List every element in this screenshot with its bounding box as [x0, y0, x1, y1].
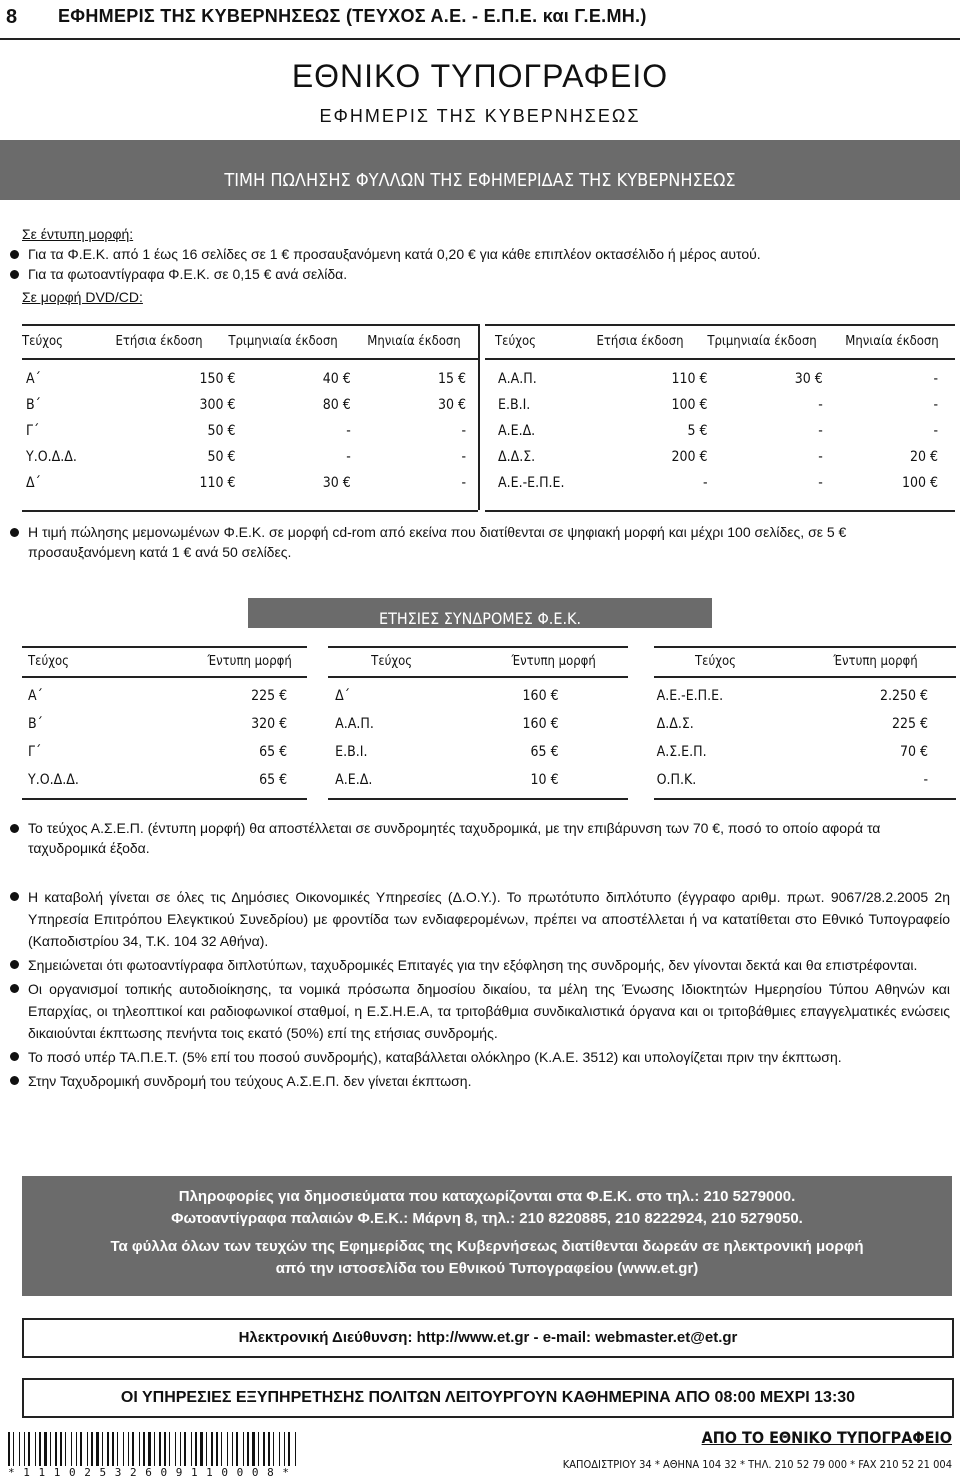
- table-cell: Γ΄: [28, 744, 42, 760]
- table-cell: 100 €: [901, 475, 938, 491]
- col-header: Έντυπη μορφή: [511, 654, 596, 669]
- barcode-bar: [263, 1432, 265, 1466]
- barcode-bar: [284, 1432, 285, 1466]
- info-line: Τα φύλλα όλων των τευχών της Εφημερίδας της Κυβερνήσεως διατίθενται δωρεάν σε ηλεκτρονική μορφή: [110, 1238, 864, 1255]
- table-cell: Υ.Ο.Δ.Δ.: [26, 449, 77, 465]
- barcode-bar: [35, 1432, 36, 1466]
- table-row: [28, 710, 928, 738]
- barcode-bar: [247, 1432, 249, 1466]
- table-cell: -: [461, 449, 466, 465]
- table-cell: -: [346, 423, 351, 439]
- table-cell: 110 €: [199, 475, 236, 491]
- table-cell: 80 €: [322, 397, 351, 413]
- subscriptions-banner-text: ΕΤΗΣΙΕΣ ΣΥΝΔΡΟΜΕΣ Φ.Ε.Κ.: [378, 609, 582, 628]
- barcode-bar: [227, 1432, 228, 1466]
- dvd-header-left: [22, 334, 478, 349]
- table-row: [26, 444, 466, 470]
- col-header: Έντυπη μορφή: [207, 654, 292, 669]
- barcode-bar: [117, 1432, 118, 1466]
- print-heading: Σε έντυπη μορφή:: [22, 226, 134, 242]
- col-header: Τεύχος: [371, 654, 413, 669]
- table-cell: 160 €: [522, 716, 559, 732]
- table-cell: 15 €: [437, 371, 466, 387]
- table-cell: 300 €: [199, 397, 236, 413]
- table-cell: Α.Σ.Ε.Π.: [656, 744, 707, 760]
- table-cell: 110 €: [671, 371, 708, 387]
- barcode-bar: [191, 1432, 192, 1466]
- barcode-bar: [143, 1432, 145, 1466]
- print-list: [22, 244, 952, 284]
- col-header: Τεύχος: [22, 334, 63, 349]
- table-cell: Ε.Β.Ι.: [498, 397, 531, 413]
- table-cell: -: [923, 772, 928, 788]
- org-subtitle: ΕΦΗΜΕΡΙΣ ΤΗΣ ΚΥΒΕΡΝΗΣΕΩΣ: [319, 106, 641, 126]
- info-line: Πληροφορίες για δημοσιεύματα που καταχωρίζονται στα Φ.Ε.Κ. στο τηλ.: 210 5279000.: [178, 1188, 796, 1205]
- table-cell: Υ.Ο.Δ.Δ.: [28, 772, 79, 788]
- table-row: [28, 682, 928, 710]
- dvd-heading: Σε μορφή DVD/CD:: [22, 289, 143, 305]
- table-cell: -: [702, 475, 708, 491]
- table-cell: Α.Α.Π.: [498, 371, 537, 387]
- barcode-bar: [8, 1432, 10, 1466]
- col-header: Τριμηνιαία έκδοση: [707, 334, 817, 349]
- header-rule: [0, 38, 960, 40]
- table-cell: 2.250 €: [879, 688, 928, 704]
- table-cell: -: [933, 397, 938, 413]
- table-row: [498, 470, 938, 496]
- barcode: [8, 1432, 308, 1468]
- table-cell: 150 €: [199, 371, 236, 387]
- table-cell: -: [933, 423, 938, 439]
- barcode-bar: [39, 1432, 41, 1466]
- table-cell: -: [818, 475, 823, 491]
- print-item: Για τα φωτοαντίγραφα Φ.Ε.Κ. σε 0,15 € ανά σελίδα.: [6, 264, 952, 284]
- info-line: Φωτοαντίγραφα παλαιών Φ.Ε.Κ.: Μάρνη 8, τηλ.: 210 8220885, 210 8222924, 210 5279050.: [171, 1210, 803, 1227]
- barcode-bar: [211, 1432, 213, 1466]
- table-cell: Δ.Δ.Σ.: [656, 716, 694, 732]
- table-cell: -: [933, 371, 938, 387]
- web-address: Ηλεκτρονική Διεύθυνση: http://www.et.gr - e-mail: webmaster.et@et.gr: [238, 1329, 738, 1346]
- barcode-bar: [169, 1432, 170, 1466]
- col-header: Τριμηνιαία έκδοση: [228, 334, 338, 349]
- note-item: Σημειώνεται ότι φωτοαντίγραφα διπλοτύπων, ταχυδρομικές Επιταγές για την εξόφληση της συνδρομής, δεν γίνονται δεκτά και θα επιστρέφονται.: [6, 954, 950, 976]
- table-cell: Δ΄: [26, 475, 41, 491]
- subscriptions-table: [28, 682, 928, 794]
- barcode-bar: [71, 1432, 72, 1466]
- barcode-bar: [154, 1432, 155, 1466]
- dvd-note-list: [6, 522, 950, 562]
- barcode-bar: [148, 1432, 151, 1466]
- barcode-bar: [24, 1432, 25, 1466]
- table-cell: 160 €: [522, 688, 559, 704]
- barcode-bar: [80, 1432, 82, 1466]
- table-cell: 225 €: [251, 688, 288, 704]
- page-number: 8: [6, 6, 18, 28]
- barcode-bar: [195, 1432, 197, 1466]
- table-cell: 65 €: [259, 772, 288, 788]
- subscriptions-note: Το τεύχος Α.Σ.Ε.Π. (έντυπη μορφή) θα αποστέλλεται σε συνδρομητές ταχυδρομικά, με την επιβάρυνση των 70 €, ποσό το οποίο αφορά τα ταχυδρομικά έξοδα.: [6, 818, 950, 858]
- barcode-bar: [139, 1432, 140, 1466]
- info-box: [22, 1176, 952, 1296]
- table-cell: Ο.Π.Κ.: [656, 772, 697, 788]
- table-cell: -: [818, 423, 823, 439]
- table-cell: 225 €: [891, 716, 928, 732]
- barcode-digits: * 1 1 1 0 2 5 3 2 6 0 9 1 1 0 0 0 8 *: [8, 1466, 291, 1479]
- col-header: Τεύχος: [495, 334, 536, 349]
- table-cell: Α.Ε.-Ε.Π.Ε.: [498, 475, 565, 491]
- table-cell: 70 €: [899, 744, 928, 760]
- table-cell: 30 €: [437, 397, 466, 413]
- barcode-bar: [243, 1432, 244, 1466]
- col-header: Έντυπη μορφή: [833, 654, 918, 669]
- barcode-bar: [87, 1432, 88, 1466]
- hours-box: [22, 1378, 954, 1418]
- notes-list: [6, 886, 950, 1092]
- table-row: [26, 470, 466, 496]
- barcode-bar: [102, 1432, 103, 1466]
- barcode-bar: [50, 1432, 51, 1466]
- table-cell: 50 €: [207, 449, 236, 465]
- page-header: [0, 4, 960, 38]
- table-cell: 30 €: [794, 371, 823, 387]
- price-banner-text: ΤΙΜΗ ΠΩΛΗΣΗΣ ΦΥΛΛΩΝ ΤΗΣ ΕΦΗΜΕΡΙΔΑΣ ΤΗΣ ΚΥΒΕΡΝΗΣΕΩΣ: [224, 170, 736, 191]
- table-row: [26, 392, 466, 418]
- table-cell: Α.Ε.Δ.: [335, 772, 373, 788]
- table-cell: -: [818, 397, 823, 413]
- barcode-bar: [273, 1432, 274, 1466]
- barcode-bar: [232, 1432, 233, 1466]
- table-row: [498, 444, 938, 470]
- web-box: [22, 1318, 954, 1358]
- print-section: [22, 224, 952, 307]
- subscriptions-header: [22, 654, 956, 669]
- table-cell: 320 €: [251, 716, 288, 732]
- barcode-bar: [159, 1432, 161, 1466]
- barcode-bar: [55, 1432, 57, 1466]
- barcode-bar: [184, 1432, 186, 1466]
- table-cell: Ε.Β.Ι.: [335, 744, 368, 760]
- table-cell: Δ΄: [335, 688, 351, 704]
- table-cell: 100 €: [671, 397, 708, 413]
- barcode-bar: [65, 1432, 66, 1466]
- barcode-bar: [175, 1432, 176, 1466]
- table-cell: Δ.Δ.Σ.: [498, 449, 536, 465]
- table-cell: Α.Ε.Δ.: [498, 423, 536, 439]
- table-row: [26, 366, 466, 392]
- barcode-image: [8, 1432, 308, 1468]
- table-row: [28, 766, 928, 794]
- barcode-bar: [200, 1432, 203, 1466]
- dvd-header-right: [495, 334, 955, 349]
- barcode-bar: [164, 1432, 166, 1466]
- barcode-bar: [279, 1432, 280, 1466]
- gazette-title: ΕΦΗΜΕΡΙΣ ΤΗΣ ΚΥΒΕΡΝΗΣΕΩΣ (ΤΕΥΧΟΣ Α.Ε. - Ε.Π.Ε. και Γ.Ε.ΜΗ.): [58, 6, 647, 26]
- barcode-bar: [258, 1432, 259, 1466]
- barcode-bar: [76, 1432, 77, 1466]
- table-cell: Α.Ε.-Ε.Π.Ε.: [656, 688, 724, 704]
- table-cell: -: [818, 449, 823, 465]
- barcode-bar: [60, 1432, 62, 1466]
- table-cell: 10 €: [530, 772, 559, 788]
- col-header: Τεύχος: [695, 654, 737, 669]
- col-header: Μηνιαία έκδοση: [845, 334, 939, 349]
- table-cell: 30 €: [322, 475, 351, 491]
- barcode-bar: [123, 1432, 124, 1466]
- note-item: Η καταβολή γίνεται σε όλες τις Δημόσιες Οικονομικές Υπηρεσίες (Δ.Ο.Υ.). Το πρωτότυπο διπλότυπο (έγγραφο αριθμ. πρωτ. 9067/28.2.2005 2η Υπηρεσία Επιτρόπου Ελεγκτικού Συνεδρίου) με φροντίδα των ενδιαφερομένων, πρέπει να αποστέλλεται ή να κατατίθεται στο Εθνικό Τυπογραφείο (Καποδιστρίου 34, Τ.Κ. 104 32 Αθήνα).: [6, 886, 950, 952]
- subscriptions-banner: [248, 598, 712, 628]
- dvd-table-left: [26, 366, 466, 496]
- barcode-bar: [19, 1432, 20, 1466]
- subscriptions-note-list: [6, 818, 950, 858]
- barcode-bar: [91, 1432, 93, 1466]
- table-row: [28, 738, 928, 766]
- hours-text: ΟΙ ΥΠΗΡΕΣΙΕΣ ΕΞΥΠΗΡΕΤΗΣΗΣ ΠΟΛΙΤΩΝ ΛΕΙΤΟΥΡΓΟΥΝ ΚΑΘΗΜΕΡΙΝΑ ΑΠΟ 08:00 ΜΕΧΡΙ 13:30: [120, 1389, 856, 1406]
- table-cell: 200 €: [671, 449, 708, 465]
- table-cell: 50 €: [207, 423, 236, 439]
- barcode-bar: [132, 1432, 134, 1466]
- barcode-bar: [107, 1432, 109, 1466]
- table-cell: 20 €: [909, 449, 938, 465]
- col-header: Ετήσια έκδοση: [596, 334, 684, 349]
- info-line: από την ιστοσελίδα του Εθνικού Τυπογραφείου (www.et.gr): [275, 1260, 699, 1277]
- barcode-bar: [252, 1432, 255, 1466]
- footer-address: ΚΑΠΟΔΙΣΤΡΙΟΥ 34 * ΑΘΗΝΑ 104 32 * ΤΗΛ. 210 52 79 000 * FAX 210 52 21 004: [562, 1458, 952, 1471]
- note-item: Το ποσό υπέρ ΤΑ.Π.Ε.Τ. (5% επί του ποσού συνδρομής), καταβάλλεται ολόκληρο (Κ.Α.Ε. 3512) και υπολογίζεται πριν την έκπτωση.: [6, 1046, 950, 1068]
- barcode-bar: [180, 1432, 181, 1466]
- publisher: ΑΠΟ ΤΟ ΕΘΝΙΚΟ ΤΥΠΟΓΡΑΦΕΙΟ: [701, 1428, 952, 1447]
- table-cell: Α.Α.Π.: [335, 716, 374, 732]
- price-banner: [0, 140, 960, 200]
- barcode-bar: [236, 1432, 238, 1466]
- dvd-note: Η τιμή πώλησης μεμονωμένων Φ.Ε.Κ. σε μορφή cd-rom από εκείνα που διατίθενται σε ψηφιακή μορφή και μέχρι 100 σελίδες, σε 5 € προσαυξανόμενη κατά 1 € ανά 50 σελίδες.: [6, 522, 950, 562]
- table-row: [498, 366, 938, 392]
- barcode-bar: [295, 1432, 296, 1466]
- note-item: Οι οργανισμοί τοπικής αυτοδιοίκησης, τα νομικά πρόσωπα δημοσίου δικαίου, τα μέλη της Ένωσης Ιδιοκτητών Ημερησίου Τύπου Αθηνών και Επαρχίας, οι τηλεοπτικοί και ραδιοφωνικοί σταθμοί, η Ε.Σ.Η.Ε.Α, τα τριτοβάθμια συνδικαλιστικά όργανα και οι τριτοβάθμιες επαγγελματικές ενώσεις δικαιούνται έκπτωσης πενήντα τοις εκατό (50%) επί της ετήσιας συνδρομής.: [6, 978, 950, 1044]
- table-cell: 5 €: [687, 423, 708, 439]
- barcode-bar: [96, 1432, 99, 1466]
- barcode-bar: [288, 1432, 290, 1466]
- table-cell: -: [461, 475, 466, 491]
- table-cell: Α΄: [28, 688, 43, 704]
- table-cell: Α΄: [26, 371, 41, 387]
- barcode-bar: [268, 1432, 270, 1466]
- col-header: Μηνιαία έκδοση: [367, 334, 461, 349]
- barcode-bar: [44, 1432, 47, 1466]
- table-cell: 40 €: [322, 371, 351, 387]
- col-header: Τεύχος: [28, 654, 69, 669]
- org-title: ΕΘΝΙΚΟ ΤΥΠΟΓΡΑΦΕΙΟ: [291, 58, 669, 94]
- table-cell: 65 €: [259, 744, 288, 760]
- barcode-bar: [13, 1432, 14, 1466]
- table-cell: -: [461, 423, 466, 439]
- barcode-bar: [221, 1432, 222, 1466]
- barcode-bar: [216, 1432, 218, 1466]
- table-cell: Γ΄: [26, 423, 40, 439]
- barcode-bar: [112, 1432, 114, 1466]
- note-item: Στην Ταχυδρομική συνδρομή του τεύχους Α.Σ.Ε.Π. δεν γίνεται έκπτωση.: [6, 1070, 950, 1092]
- barcode-bar: [128, 1432, 129, 1466]
- barcode-bar: [28, 1432, 30, 1466]
- dvd-table-right: [498, 366, 938, 496]
- table-cell: Β΄: [26, 397, 41, 413]
- barcode-bar: [206, 1432, 207, 1466]
- col-header: Ετήσια έκδοση: [115, 334, 203, 349]
- table-row: [498, 418, 938, 444]
- table-row: [498, 392, 938, 418]
- table-row: [26, 418, 466, 444]
- table-cell: Β΄: [28, 716, 43, 732]
- table-cell: 65 €: [530, 744, 559, 760]
- print-item: Για τα Φ.Ε.Κ. από 1 έως 16 σελίδες σε 1 € προσαυξανόμενη κατά 0,20 € για κάθε επιπλέον οκτασέλιδο ή μέρος αυτού.: [6, 244, 952, 264]
- table-cell: -: [346, 449, 351, 465]
- dvd-divider: [478, 324, 480, 510]
